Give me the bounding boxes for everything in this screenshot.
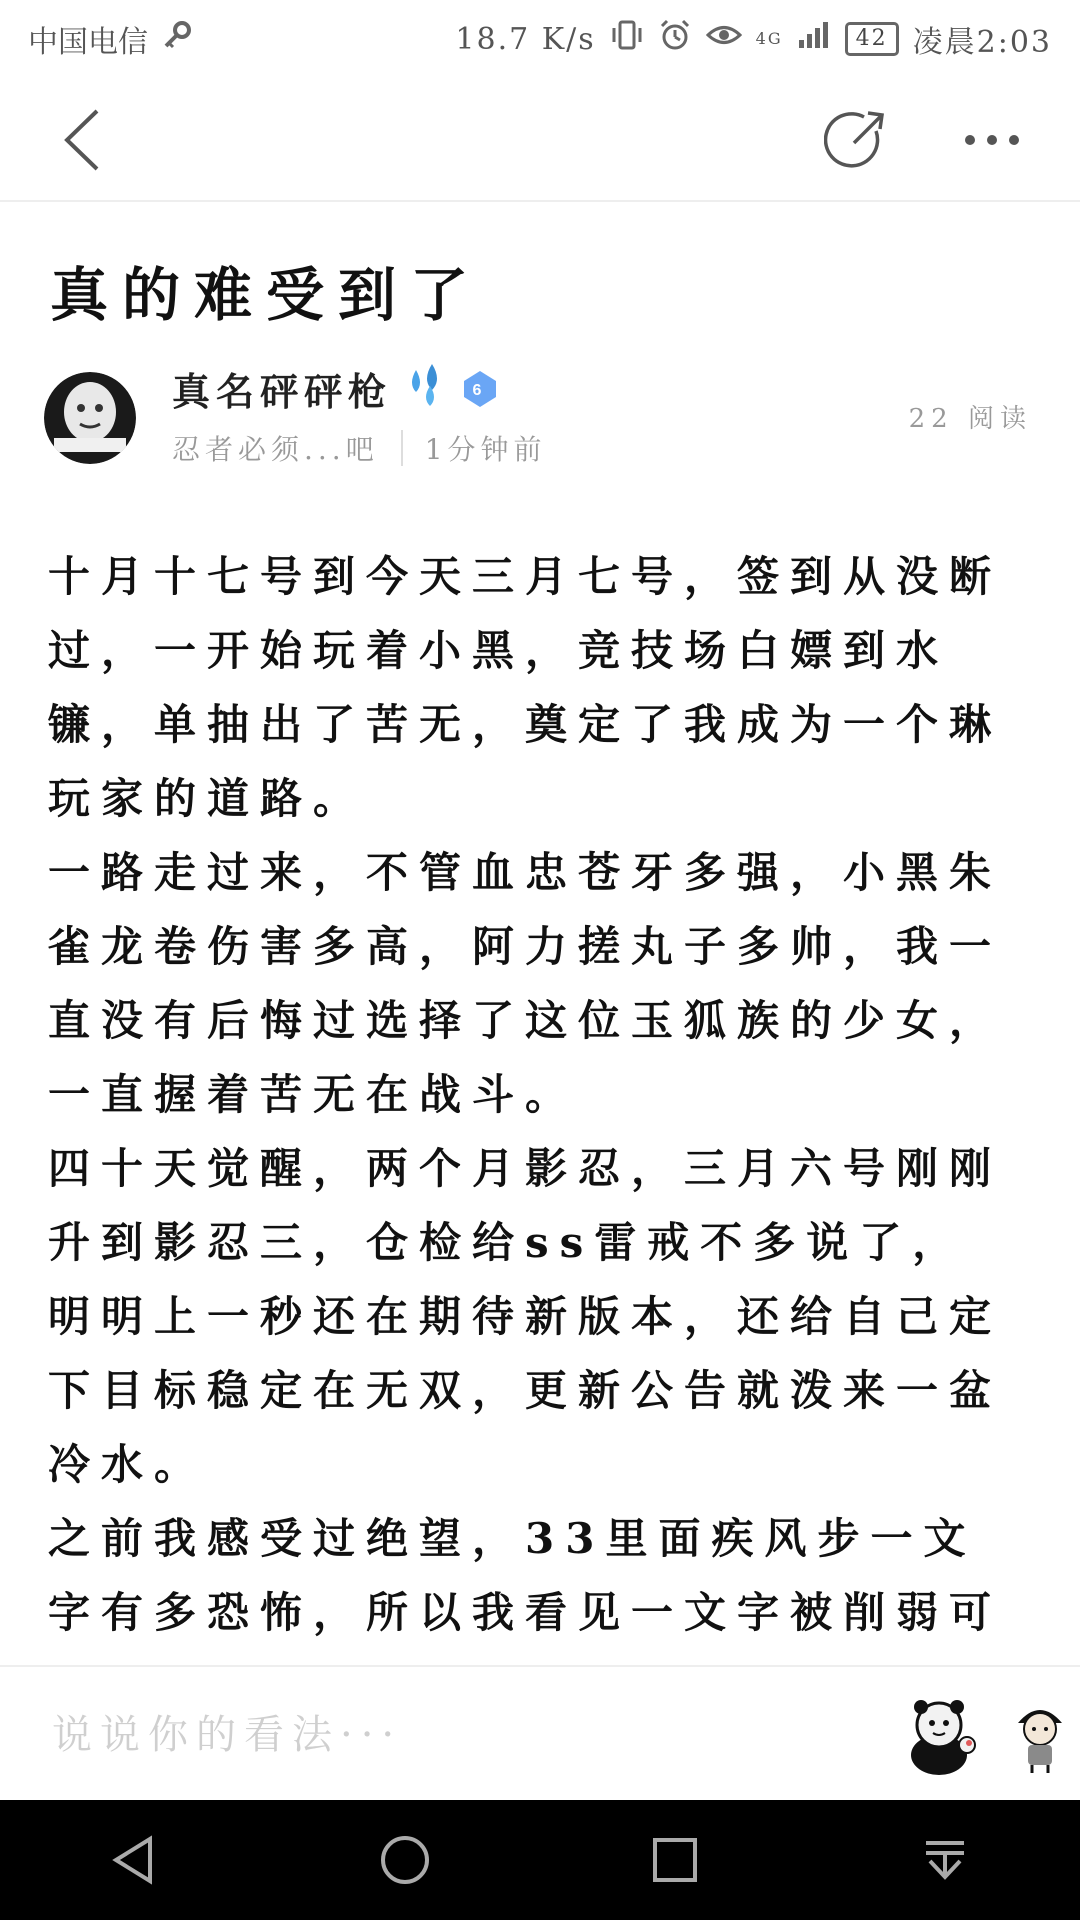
battery-indicator: 42 [845, 22, 899, 56]
level-badge-icon [460, 369, 500, 409]
page-title: 真的难受到了 [50, 261, 483, 329]
clock: 凌晨2:03 [912, 25, 1052, 60]
system-nav-bar [0, 1800, 1080, 1920]
avatar[interactable] [44, 372, 136, 464]
author-row [44, 360, 1044, 480]
vibrate-icon [610, 18, 644, 60]
author-name[interactable]: 真名砰砰枪 [172, 369, 393, 414]
system-recents-button[interactable] [635, 1820, 715, 1900]
post-meta [172, 428, 547, 468]
eye-comfort-icon [706, 20, 742, 58]
post-time: 1分钟前 [424, 433, 547, 466]
kid-sticker-icon[interactable] [1000, 1695, 1080, 1775]
network-speed: 18.7 K/s [455, 21, 596, 57]
top-nav-bar [0, 78, 1080, 202]
article-body [48, 540, 1008, 1640]
forum-name[interactable]: 忍者必须...吧 [172, 433, 379, 466]
alarm-icon [658, 18, 692, 60]
system-notification-button[interactable] [905, 1820, 985, 1900]
system-home-button[interactable] [365, 1820, 445, 1900]
more-button[interactable] [950, 98, 1034, 182]
system-back-button[interactable] [95, 1820, 175, 1900]
water-drops-icon [402, 360, 450, 417]
paragraph: 十月十七号到今天三月七号，签到从没断过，一开始玩着小黑，竞技场白嫖到水镰，单抽出了苦无，奠定了我成为一个琳玩家的道路。 [48, 552, 1003, 823]
square-recents-icon [651, 1836, 699, 1884]
back-arrow-icon [57, 105, 107, 175]
paragraph: 之前我感受过绝望，33里面疾风步一文字有多恐怖，所以我看见一文字被削弱可 [48, 1514, 1003, 1637]
carrier-label: 中国电信 [28, 25, 148, 60]
panda-sticker-icon[interactable] [905, 1695, 985, 1775]
more-icon [962, 133, 1022, 147]
author-name-group[interactable] [172, 360, 500, 417]
meta-divider [401, 430, 403, 466]
comment-bar [0, 1665, 1080, 1800]
signal-icon [797, 20, 831, 58]
circle-home-icon [378, 1833, 432, 1887]
network-type: 4G [755, 29, 783, 48]
status-bar [0, 0, 1080, 78]
read-count: 22 阅读 [908, 404, 1032, 434]
back-button[interactable] [40, 98, 124, 182]
comment-input[interactable]: 说说你的看法··· [52, 1712, 403, 1758]
svg-text:6: 6 [472, 381, 488, 399]
key-icon [162, 20, 192, 58]
paragraph: 四十天觉醒，两个月影忍，三月六号刚刚升到影忍三，仓检给ss雷戒不多说了，明明上一秒还在期待新版本，还给自己定下目标稳定在无双，更新公告就泼来一盆冷水。 [48, 1144, 1003, 1489]
share-button[interactable] [815, 98, 899, 182]
share-icon [824, 107, 890, 173]
paragraph: 一路走过来，不管血忠苍牙多强，小黑朱雀龙卷伤害多高，阿力搓丸子多帅，我一直没有后悔过选择了这位玉狐族的少女，一直握着苦无在战斗。 [48, 848, 1003, 1119]
triangle-back-icon [110, 1835, 160, 1885]
pull-down-icon [920, 1835, 970, 1885]
